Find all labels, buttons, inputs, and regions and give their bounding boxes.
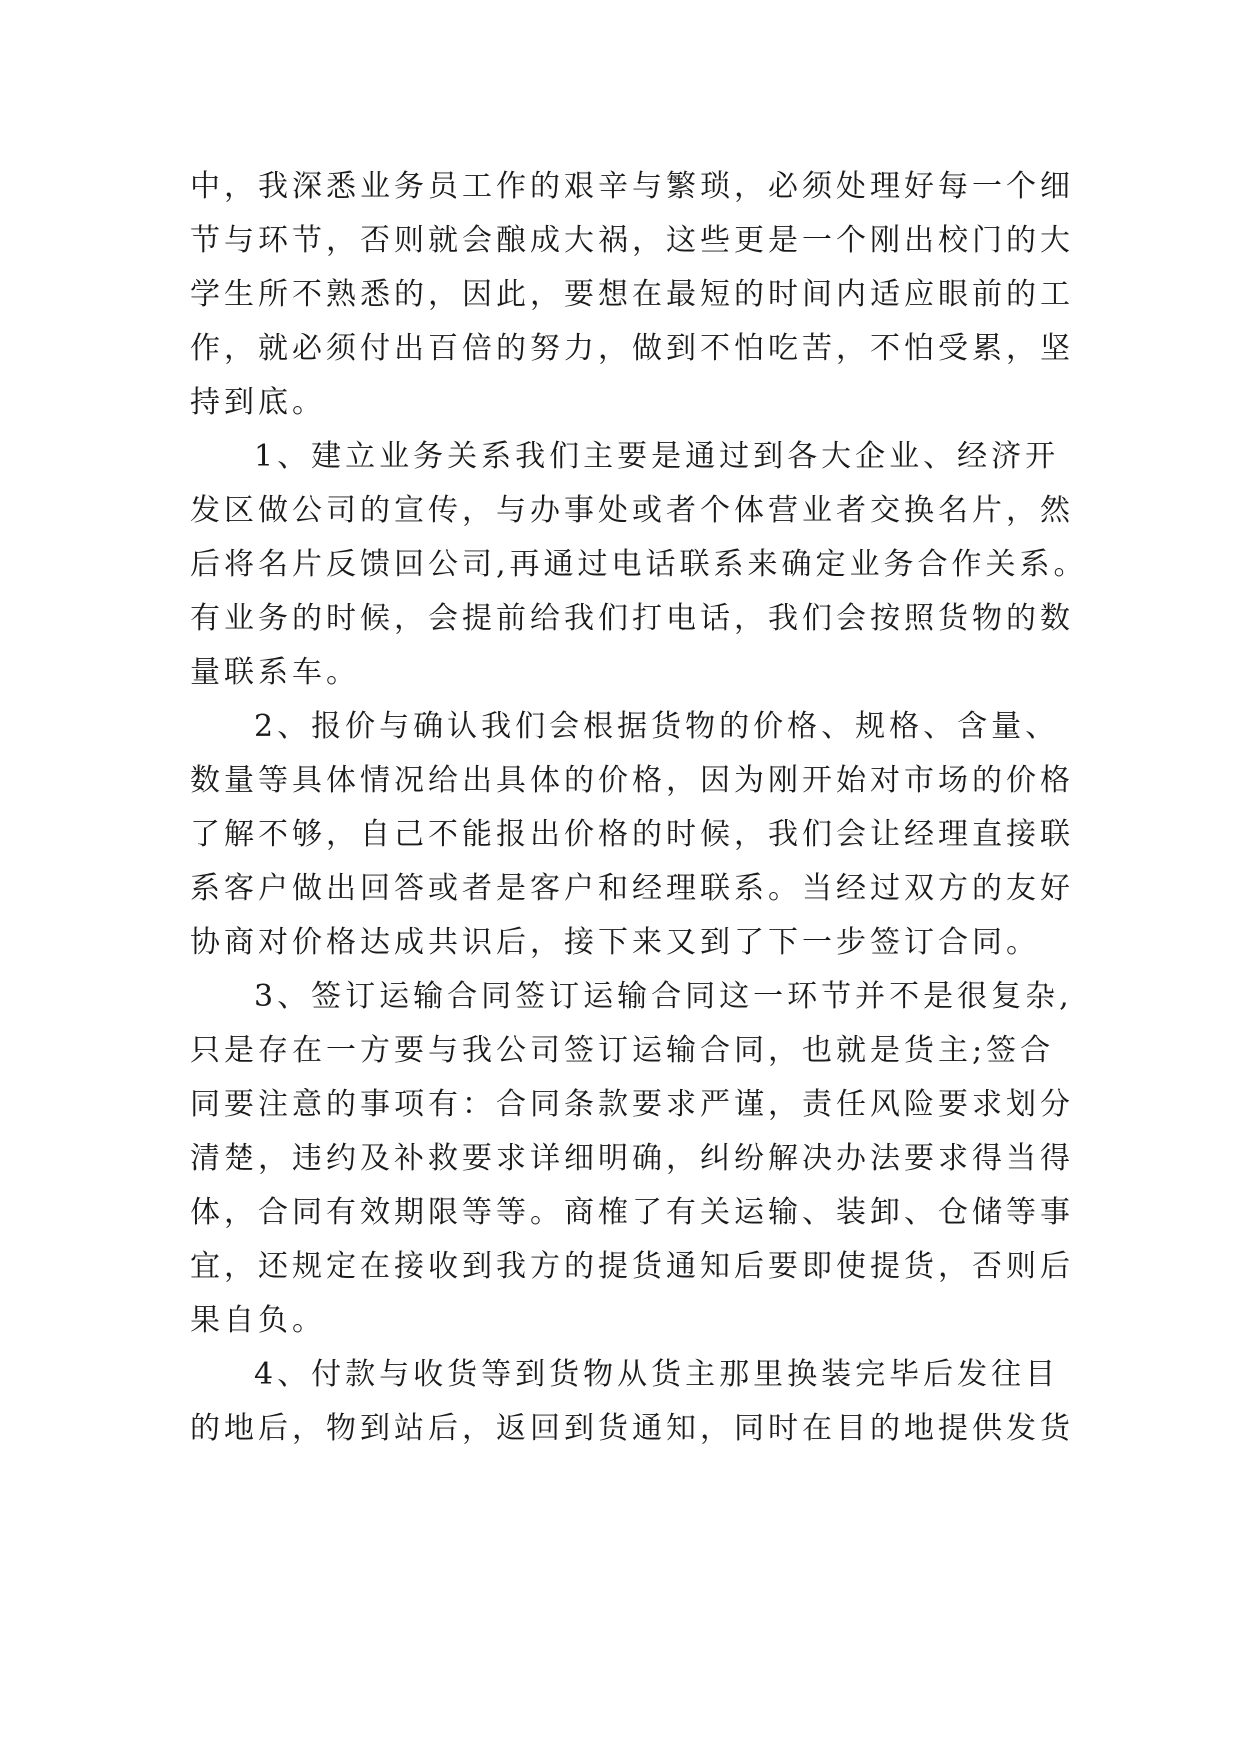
text-line: 量联系车。 bbox=[190, 655, 360, 690]
paragraph bbox=[190, 1348, 1074, 1456]
paragraph bbox=[190, 970, 1074, 1348]
text-line: 有业务的时候，会提前给我们打电话，我们会按照货物的数 bbox=[190, 601, 1074, 636]
text-line: 中，我深悉业务员工作的艰辛与繁琐，必须处理好每一个细 bbox=[190, 169, 1074, 204]
text-line: 2、报价与确认我们会根据货物的价格、规格、含量、 bbox=[254, 709, 1060, 744]
text-line: 3、签订运输合同签订运输合同这一环节并不是很复杂, bbox=[254, 979, 1073, 1014]
text-line: 节与环节，否则就会酿成大祸，这些更是一个刚出校门的大 bbox=[190, 223, 1074, 258]
text-line: 数量等具体情况给出具体的价格，因为刚开始对市场的价格 bbox=[190, 763, 1074, 798]
text-line: 1、建立业务关系我们主要是通过到各大企业、经济开 bbox=[254, 439, 1060, 474]
text-line: 后将名片反馈回公司,再通过电话联系来确定业务合作关系。 bbox=[190, 547, 1088, 582]
text-line: 持到底。 bbox=[190, 385, 326, 420]
paragraph bbox=[190, 160, 1074, 430]
text-line: 宜，还规定在接收到我方的提货通知后要即使提货，否则后 bbox=[190, 1249, 1074, 1284]
text-line: 4、付款与收货等到货物从货主那里换装完毕后发往目 bbox=[254, 1357, 1060, 1392]
text-line: 体，合同有效期限等等。商榷了有关运输、装卸、仓储等事 bbox=[190, 1195, 1074, 1230]
text-line: 只是存在一方要与我公司签订运输合同，也就是货主;签合 bbox=[190, 1033, 1055, 1068]
paragraph bbox=[190, 700, 1074, 970]
text-line: 同要注意的事项有：合同条款要求严谨，责任风险要求划分 bbox=[190, 1087, 1074, 1122]
text-line: 清楚，违约及补救要求详细明确，纠纷解决办法要求得当得 bbox=[190, 1141, 1074, 1176]
text-line: 作，就必须付出百倍的努力，做到不怕吃苦，不怕受累，坚 bbox=[190, 331, 1074, 366]
text-line: 学生所不熟悉的，因此，要想在最短的时间内适应眼前的工 bbox=[190, 277, 1074, 312]
text-line: 果自负。 bbox=[190, 1303, 326, 1338]
text-line: 发区做公司的宣传，与办事处或者个体营业者交换名片，然 bbox=[190, 493, 1074, 528]
paragraph bbox=[190, 430, 1088, 700]
text-line: 协商对价格达成共识后，接下来又到了下一步签订合同。 bbox=[190, 925, 1040, 960]
text-line: 了解不够，自己不能报出价格的时候，我们会让经理直接联 bbox=[190, 817, 1074, 852]
text-line: 系客户做出回答或者是客户和经理联系。当经过双方的友好 bbox=[190, 871, 1074, 906]
document-body bbox=[190, 160, 1088, 1456]
text-line: 的地后，物到站后，返回到货通知，同时在目的地提供发货 bbox=[190, 1411, 1074, 1446]
